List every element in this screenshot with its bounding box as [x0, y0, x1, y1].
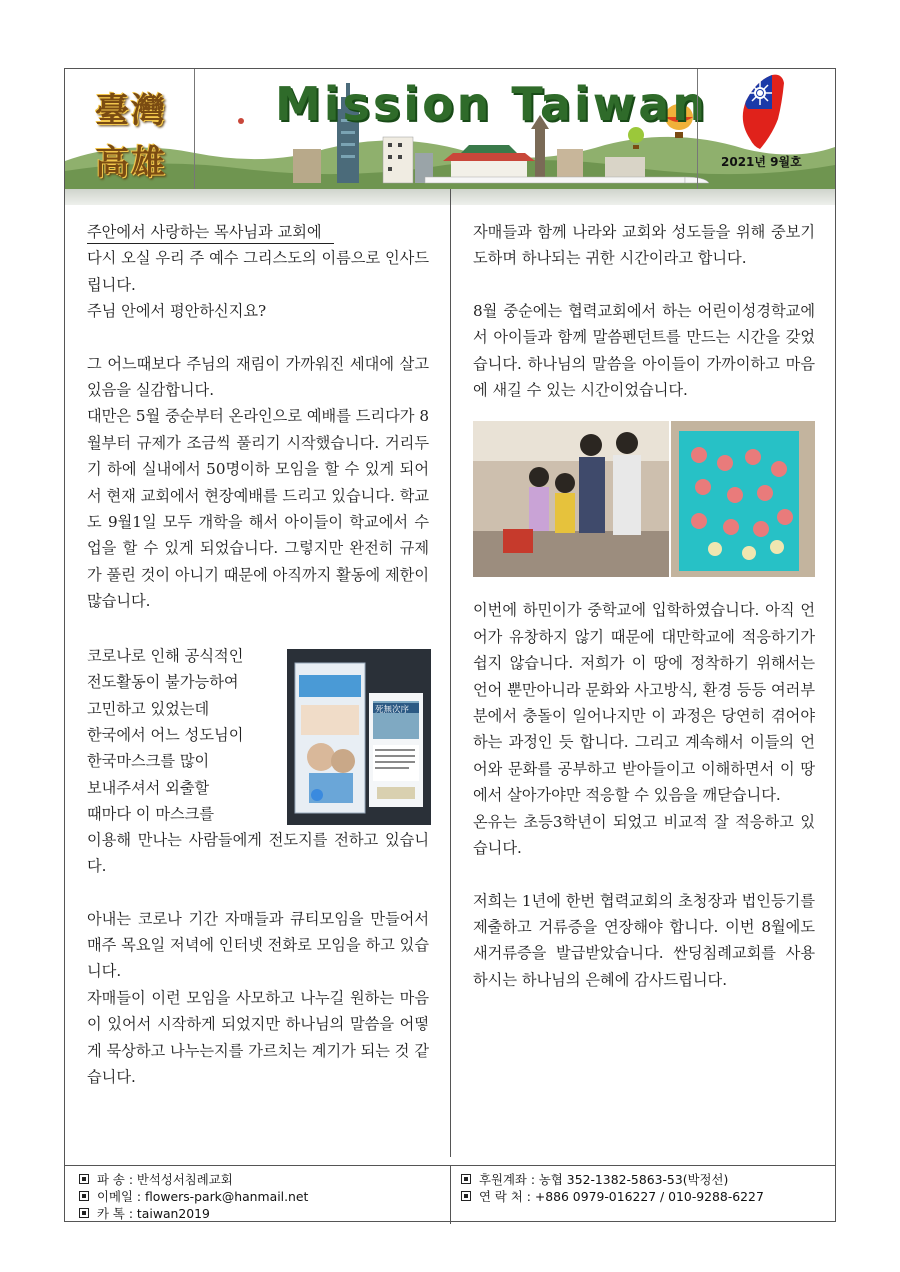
flag-box — [697, 69, 835, 189]
right-column — [473, 219, 815, 993]
paragraph: 주님 안에서 평안하신지요? — [87, 302, 267, 321]
paragraph: 이용해 만나는 사람들에게 전도지를 전하고 있습니다. — [87, 830, 429, 876]
footer-right — [461, 1171, 764, 1205]
sender-info: 파 송 : 반석성서침례교회 — [97, 1172, 233, 1187]
square-bullet-icon — [79, 1208, 89, 1218]
email-info[interactable]: 이메일 : flowers-park@hanmail.net — [97, 1189, 309, 1204]
mask-package-label: 死無次序 — [375, 704, 410, 715]
mask-line: 코로나로 인해 공식적인 — [87, 646, 244, 665]
footer-left — [79, 1171, 308, 1222]
paragraph: 온유는 초등3학년이 되었고 비교적 잘 적응하고 있습니다. — [473, 812, 815, 858]
mask-line: 고민하고 있었는데 — [87, 699, 210, 718]
mask-line: 때마다 이 마스크를 — [87, 805, 215, 824]
paragraph: 다시 오실 우리 주 예수 그리스도의 이름으로 인사드립니다. — [87, 249, 429, 294]
header-banner — [65, 69, 835, 191]
left-column — [87, 219, 429, 1090]
contact-info: 연 락 처 : +886 0979-016227 / 010-9288-6227 — [479, 1189, 764, 1204]
issue-date: 2021년 9월호 — [721, 155, 802, 169]
footer — [65, 1165, 835, 1223]
mask-line: 한국에서 어느 성도님이 — [87, 725, 244, 744]
mask-line: 한국마스크를 많이 — [87, 752, 210, 771]
city-name-line1: 臺灣 — [95, 91, 167, 131]
column-divider — [450, 189, 451, 1157]
taiwan-flag-map-icon — [698, 69, 835, 153]
paragraph: 이번에 하민이가 중학교에 입학하였습니다. 아직 언어가 유창하지 않기 때문에 대만학교에 적응하기가 쉽지 않습니다. 저희가 이 땅에 정착하기 위해서는 언어 뿐만아니라 문화와 사고방식, 환경 등등 여러부분에서 충돌이 일어나지만 이 과정은 당연히 겪어야하는 과정인 듯 합니다. 그리고 계속해서 이들의 언어와 문화를 공부하고 받아들이고 이해하면서 이 땅에서 살아가야만 적응할 수 있음을 깨닫습니다. — [473, 601, 815, 805]
account-info: 후원계좌 : 농협 352-1382-5863-53(박정선) — [479, 1172, 729, 1187]
greeting-heading: 주안에서 사랑하는 목사님과 교회에 — [87, 221, 334, 244]
square-bullet-icon — [79, 1174, 89, 1184]
footer-divider — [450, 1166, 451, 1224]
paragraph: 저희는 1년에 한번 협력교회의 초청장과 법인등기를 제출하고 거류증을 연장해야 합니다. 이번 8월에도 새거류증을 발급받았습니다. 싼딩침례교회를 사용하시는 하나님의 은혜에 감사드립니다. — [473, 891, 815, 989]
newsletter-page — [64, 68, 836, 1222]
paragraph: 그 어느때보다 주님의 재림이 가까워진 세대에 살고 있음을 실감합니다. — [87, 354, 429, 400]
mask-section — [87, 643, 429, 827]
city-name-line2: 高雄 — [95, 143, 167, 183]
mask-photo — [287, 649, 431, 825]
mask-line: 보내주셔서 외출할 — [87, 778, 210, 797]
paragraph: 아내는 코로나 기간 자매들과 큐티모임을 만들어서 매주 목요일 저녁에 인터넷 전화로 모임을 하고 있습니다. — [87, 909, 429, 981]
square-bullet-icon — [461, 1191, 471, 1201]
square-bullet-icon — [461, 1174, 471, 1184]
paragraph: 자매들과 함께 나라와 교회와 성도들을 위해 중보기도하며 하나되는 귀한 시간이라고 합니다. — [473, 223, 815, 268]
square-bullet-icon — [79, 1191, 89, 1201]
paragraph: 자매들이 이런 모임을 사모하고 나누길 원하는 마음이 있어서 시작하게 되었지만 하나님의 말씀을 어떻게 묵상하고 나누는지를 가르치는 계기가 되는 것 같습니다. — [87, 988, 429, 1086]
mask-line: 전도활동이 불가능하여 — [87, 673, 239, 692]
kakao-info: 카 톡 : taiwan2019 — [97, 1206, 210, 1221]
bible-school-photo — [473, 421, 815, 577]
paragraph: 8월 중순에는 협력교회에서 하는 어린이성경학교에서 아이들과 함께 말씀펜던트를 만드는 시간을 갖었습니다. 하나님의 말씀을 아이들이 가까이하고 마음에 새길 수 있는 시간이었습니다. — [473, 301, 815, 400]
newsletter-title: Mission Taiwan — [275, 77, 708, 131]
paragraph: 대만은 5월 중순부터 온라인으로 예배를 드리다가 8월부터 규제가 조금씩 풀리기 시작했습니다. 거리두기 하에 실내에서 50명이하 모임을 할 수 있게 되어서 현재 교회에서 현장예배를 드리고 있습니다. 학교도 9월1일 모두 개학을 해서 아이들이 학교에서 수업을 할 수 있게 되었습니다. 그렇지만 완전히 규제가 풀린 것이 아니기 때문에 아직까지 활동에 제한이 많습니다. — [87, 407, 429, 611]
city-logo — [65, 69, 195, 189]
